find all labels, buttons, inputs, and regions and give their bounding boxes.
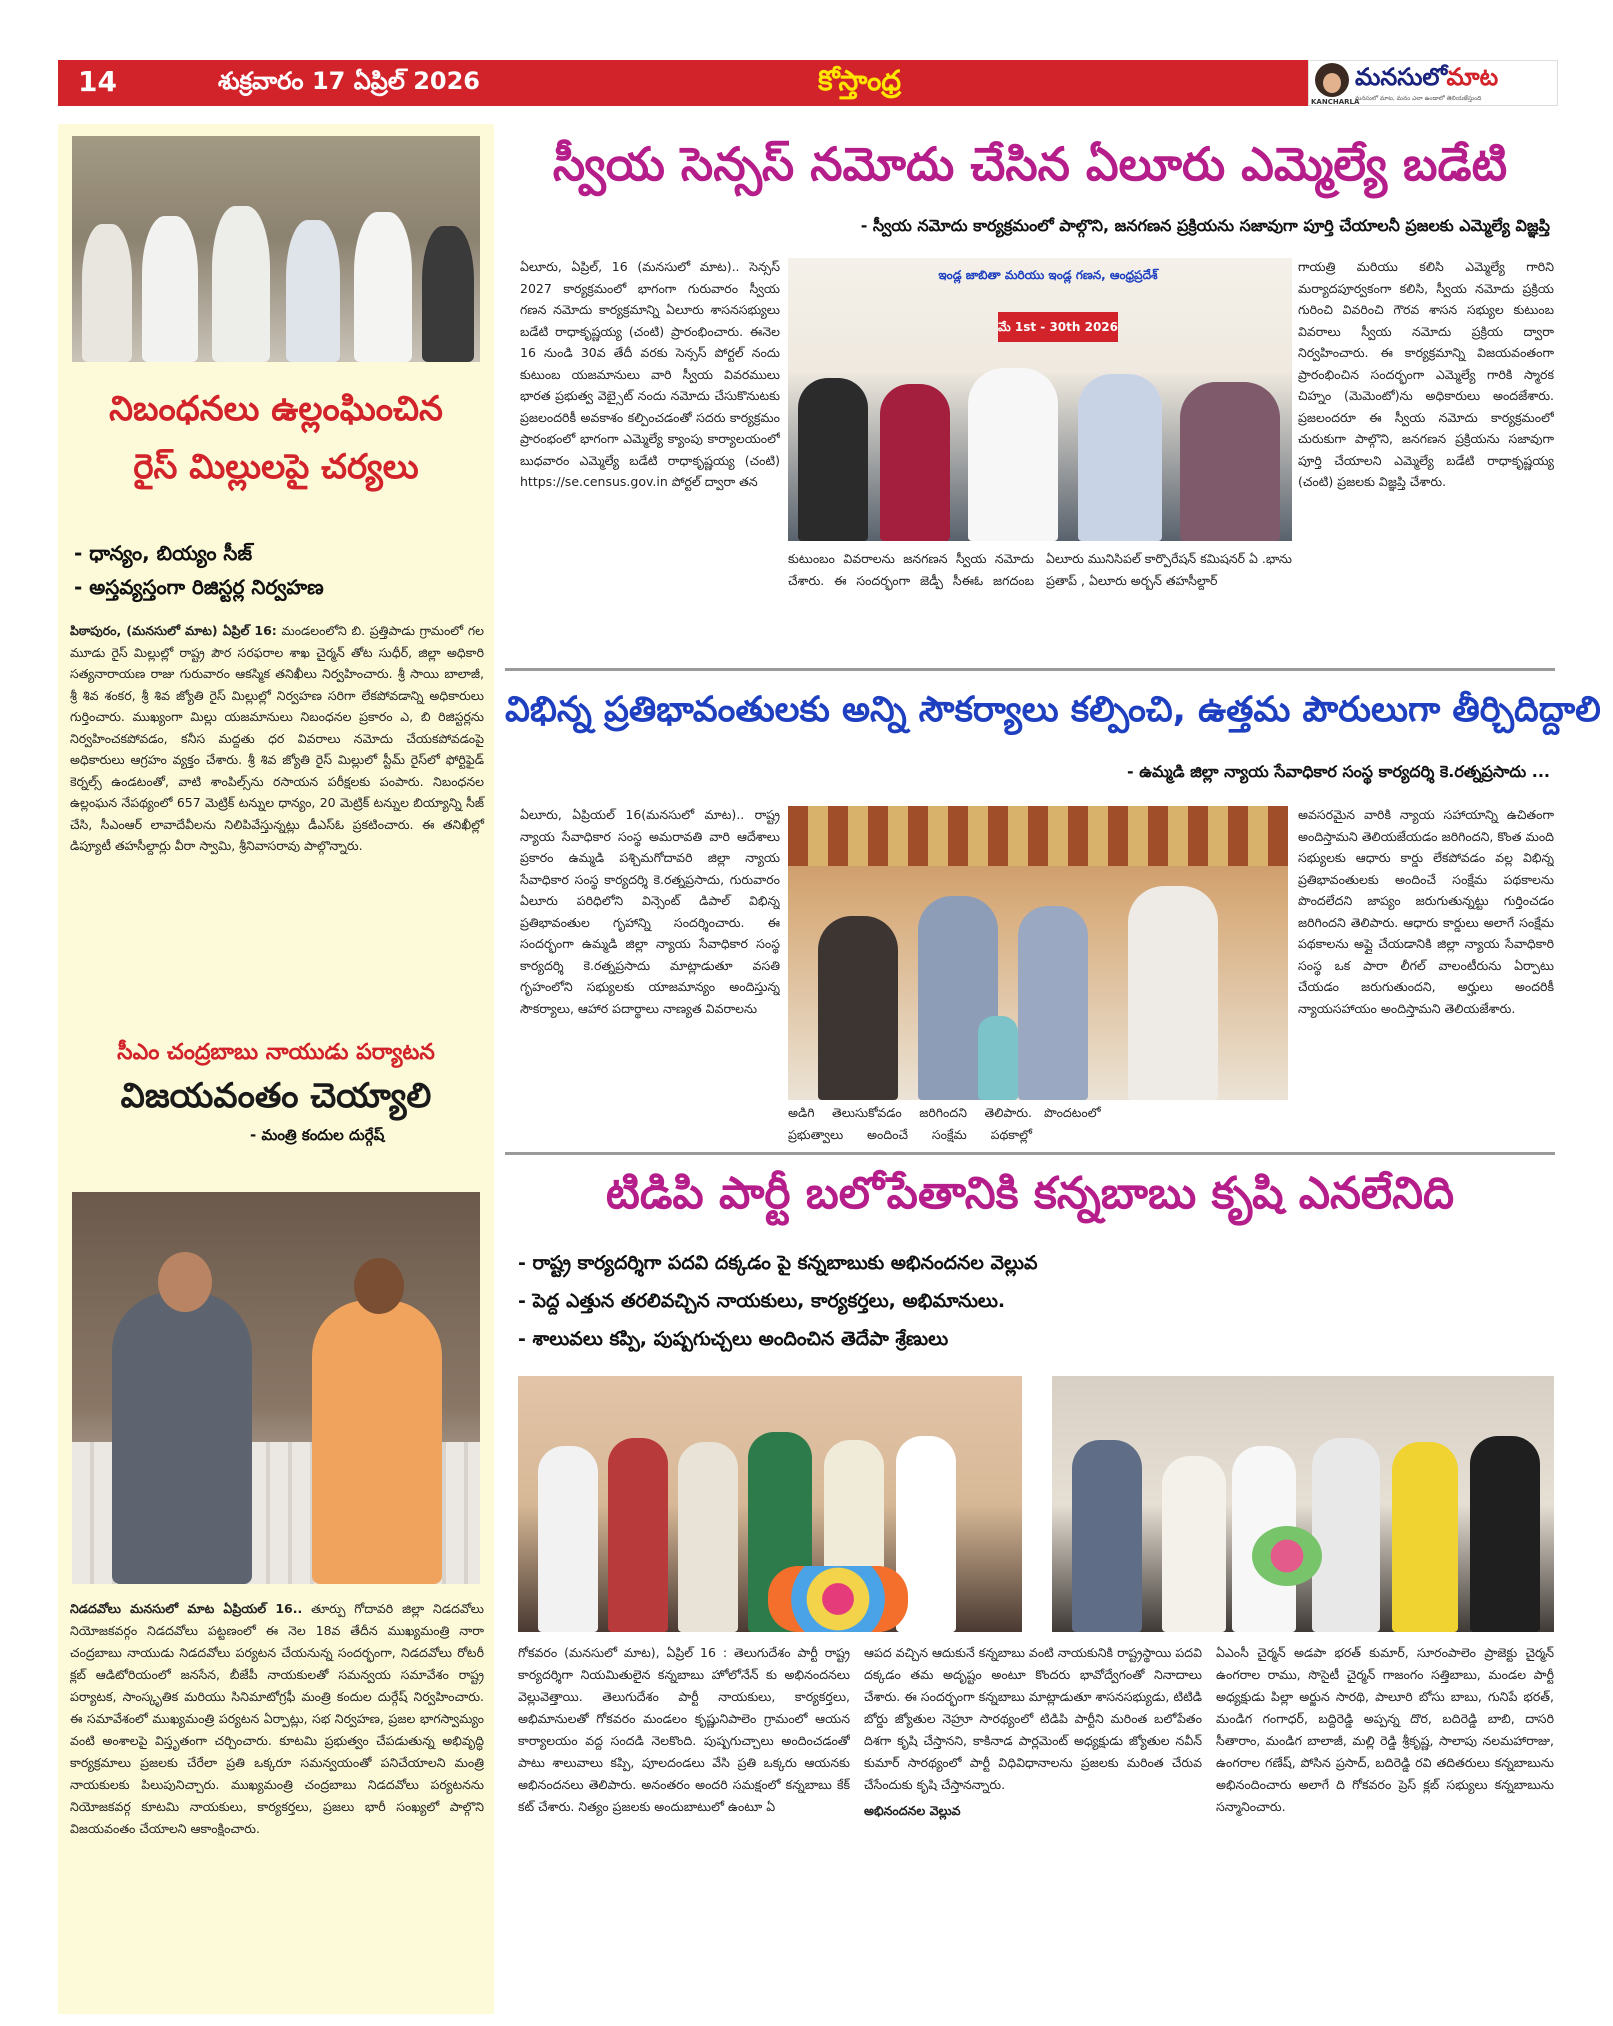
- rice-mill-headline-line2: రైస్ మిల్లులపై చర్యలు: [133, 447, 419, 487]
- rice-mill-inspection-photo: [72, 136, 480, 362]
- cm-tour-byline: - మంత్రి కందుల దుర్గేష్: [250, 1126, 385, 1144]
- census-event-photo: [788, 258, 1292, 541]
- newspaper-logo: [1308, 60, 1558, 106]
- tdp-col3: ఏఎంసీ చైర్మన్ అడపా భరత్ కుమార్, సూరంపాలెం ప్రాజెక్టు చైర్మన్ ఉంగరాల రాము, సొసైటీ చైర్మన్ గాజంగం సత్తిబాబు, మండల పార్టీ అధ్యక్షుడు పిల్లా అర్జున సారథి, పాలూరి బోసు బాబు, గునిపే భరత్, మండిగ గంగాధర్, బద్దిరెడ్డి అప్పన్న దొర, బదిరెడ్డి బాబి, దాసరి సీతారాం, మండిగ బాలాజీ, మల్లి రెడ్డి శ్రీకృష్ణ, సాలాపు నలమహారాజు, ఉంగరాల గణేష్, పోసిన ప్రసాద్, బదిరెడ్డి రవి తదితరులు కన్నబాబును అభినందించారు అలాగే ది గోకవరం ప్రెస్ క్లబ్ సభ్యులు కన్నబాబును సన్మానించారు.: [1216, 1645, 1554, 1814]
- tdp-bullet-3: - శాలువలు కప్పి, పుష్పగుచ్చలు అందించిన తెదేపా శ్రేణులు: [518, 1328, 949, 1350]
- cm-tour-dateline: నిడదవోలు మనసులో మాట ఏప్రియల్ 16..: [70, 1601, 303, 1616]
- section-title: కోస్తాంధ్ర: [818, 64, 902, 97]
- rice-mill-bullet-1: - ధాన్యం, బియ్యం సీజ్: [74, 541, 253, 565]
- disabled-col2: అడిగి తెలుసుకోవడం జరిగిందని తెలిపారు. ప్రభుత్వాలు అందించే సంక్షేమ పథకాల్లో పొందటంలో: [788, 1105, 1101, 1142]
- rice-mill-dateline: పిఠాపురం, (మనసులో మాట) ఏప్రిల్ 16:: [70, 623, 277, 638]
- census-headline: స్వీయ సెన్సస్ నమోదు చేసిన ఏలూరు ఎమ్మెల్యే బడేటి: [552, 137, 1508, 191]
- section-divider-2: [505, 1152, 1555, 1155]
- disabled-col1: ఏలూరు, ఏప్రియల్ 16(మనసులో మాట).. రాష్ట్ర న్యాయ సేవాధికార సంస్థ అమరావతి వారి ఆదేశాలు ప్రకారం ఉమ్మడి పశ్చిమగోదావరి జిల్లా న్యాయ సేవాధికార సంస్థ కార్యదర్శి కె.రత్నప్రసాదు, గురువారం ఏలూరు పరిధిలోని విన్సెంట్ డిపాల్ విభిన్న ప్రతిభావంతుల గృహాన్ని సందర్శించారు. ఈ సందర్భంగా ఉమ్మడి జిల్లా న్యాయ సేవాధికార సంస్థ కార్యదర్శి కె.రత్నప్రసాదు మాట్లాడుతూ వసతి గృహంలోని సభ్యులకు యాజమాన్యం అందిస్తున్న సౌకర్యాలు, ఆహార పదార్థాలు నాణ్యత వివరాలను: [520, 807, 780, 1016]
- census-col2: కుటుంబం వివరాలను జనగణన స్వీయ నమోదు చేశారు. ఈ సందర్భంగా జెడ్పీ సీఈఓ జగదంబ ఏలూరు మునిసిపల్ కార్పొరేషన్ కమిషనర్ ఏ .భాను ప్రతాప్ , ఏలూరు అర్బన్ తహసీల్దార్: [788, 551, 1292, 588]
- tdp-col2-subhead: అభినందనల వెల్లువ: [864, 1803, 961, 1818]
- tdp-headline: టిడిపి పార్టీ బలోపేతానికి కన్నబాబు కృషి ఎనలేనిది: [605, 1168, 1455, 1219]
- rice-mill-body: [70, 620, 484, 857]
- tdp-col2: [864, 1642, 1202, 2002]
- tdp-bullet-2: - పెద్ద ఎత్తున తరలివచ్చిన నాయకులు, కార్యకర్తలు, అభిమానులు.: [518, 1290, 1006, 1312]
- founder-portrait-icon: [1315, 63, 1349, 97]
- tdp-bullet-1: - రాష్ట్ర కార్యదర్శిగా పదవి దక్కడం పై కన్నబాబుకు అభినందనల వెల్లువ: [518, 1252, 1038, 1274]
- logo-tagline: మనసులో మాట, మనం ఎలా ఉండాలో తెలియజేస్తుంది: [1355, 95, 1482, 102]
- issue-date: శుక్రవారం 17 ఏప్రిల్ 2026: [218, 67, 480, 95]
- census-banner-text: ఇండ్ల జాబితా మరియు ఇండ్ల గణన, ఆంధ్రప్రదేశ్: [938, 268, 1158, 282]
- tdp-col2-text: ఆపద వచ్చిన ఆదుకునే కన్నబాబు వంటి నాయకునికి రాష్ట్రస్థాయి పదవి దక్కడం తమ అదృష్టం అంటూ కొందరు భావోద్వేగంతో నినాదాలు చేశారు. ఈ సందర్భంగా కన్నబాబు మాట్లాడుతూ శాసనసభ్యుడు, టిటిడి బోర్డు జ్యోతుల నెహ్రూ సారథ్యంలో టిడిపి పార్టీని మరింత బలోపేతం దిశగా కృషి చేస్తానని, కాకినాడ పార్లమెంట్ అధ్యక్షుడు జ్యోతుల నవీన్ కుమార్ సారథ్యంలో పార్టీ విధివిధానాలను ప్రజలకు మరింత చేరువ చేసేందుకు కృషి చేస్తానన్నారు.: [864, 1645, 1202, 1792]
- tdp-felicitation-photo-1: [518, 1376, 1022, 1632]
- logo-name: [1355, 63, 1498, 97]
- rice-mill-bullets: [74, 536, 484, 604]
- tdp-bullets: [518, 1244, 1548, 1358]
- disabled-subhead: - ఉమ్మడి జిల్లా న్యాయ సేవాధికార సంస్థ కార్యదర్శి కె.రత్నప్రసాదు ...: [1127, 762, 1550, 781]
- logo-name-part1: మనసులో: [1355, 63, 1447, 91]
- cm-tour-body: [70, 1598, 484, 1840]
- census-subhead: - స్వీయ నమోదు కార్యక్రమంలో పాల్గొని, జనగణన ప్రక్రియను సజావుగా పూర్తి చేయాలనీ ప్రజలకు ఎమ్మెల్యే విజ్ఞప్తి: [860, 216, 1550, 235]
- census-banner-date: మే 1st - 30th 2026: [998, 312, 1118, 342]
- logo-person-name: KANCHARLA: [1311, 98, 1360, 106]
- cm-tour-text: తూర్పు గోదావరి జిల్లా నిడదవోలు నియోజకవర్గం నిడదవోలు పట్టణంలో ఈ నెల 18వ తేదీన ముఖ్యమంత్రి నారా చంద్రబాబు నాయుడు నిడదవోలు పర్యటన చేయనున్న సందర్భంగా, నిడదవోలు రోటరీ క్లబ్ ఆడిటోరియంలో జనసేన, బీజేపీ నాయకులతో సమన్వయ సమావేశం రాష్ట్ర పర్యాటక, సాంస్కృతిక మరియు సినిమాటోగ్రఫీ మంత్రి కందుల దుర్గేష్ నిర్వహించారు. ఈ సమావేశంలో ముఖ్యమంత్రి పర్యటన ఏర్పాట్లు, సభ నిర్వహణ, ప్రజల భాగస్వామ్యం వంటి అంశాలపై విస్తృతంగా చర్చించారు. కూటమి ప్రభుత్వం చేపడుతున్న అభివృద్ధి కార్యక్రమాలు ప్రజలకు చేరేలా ప్రతి ఒక్కరూ సమన్వయంతో పనిచేయాలని మంత్రి నాయకులకు పిలుపునిచ్చారు. ముఖ్యమంత్రి చంద్రబాబు నిడదవోలు పర్యటనను నియోజకవర్గ కూటమి నాయకులు, కార్యకర్తలు, ప్రజలు భారీ సంఖ్యలో పాల్గొని విజయవంతం చేయాలని ఆకాంక్షించారు.: [70, 1601, 484, 1836]
- census-col3: గాయత్రి మరియు కలిసి ఎమ్మెల్యే గారిని మర్యాదపూర్వకంగా కలిసి, స్వీయ నమోదు ప్రక్రియ గురించి వివరించి గౌరవ శాసన సభ్యుల కుటుంబ వివరాలు స్వీయ నమోదు ప్రక్రియ ద్వారా నిర్వహించారు. ఈ కార్యక్రమాన్ని విజయవంతంగా ప్రారంభించిన సందర్భంగా ఎమ్మెల్యే గారికి స్మారక చిహ్నం (మెమెంటో)ను అధికారులు అందజేశారు. ప్రజలందరూ ఈ స్వీయ నమోదు కార్యక్రమంలో చురుకుగా పాల్గొని, జనగణన ప్రక్రియను సజావుగా పూర్తి చేయాలని ఎమ్మెల్యే బడేటి రాధాకృష్ణయ్య (చంటి) ప్రజలకు విజ్ఞప్తి చేశారు.: [1298, 259, 1554, 489]
- section-divider-1: [505, 668, 1555, 671]
- minister-meeting-photo: [72, 1192, 480, 1584]
- logo-name-part2: మాట: [1446, 63, 1499, 91]
- tdp-felicitation-photo-2: [1052, 1376, 1554, 1632]
- census-col1: ఏలూరు, ఏప్రిల్, 16 (మనసులో మాట).. సెన్సస్ 2027 కార్యక్రమంలో భాగంగా గురువారం స్వీయ గణన నమోదు కార్యక్రమాన్ని ఏలూరు శాసనసభ్యులు బడేటి రాధాకృష్ణయ్య (చంటి) ప్రారంభించారు. ఈనెల 16 నుండి 30వ తేదీ వరకు సెన్సస్ పోర్టల్ నందు కుటుంబ యజమానులు వారి స్వీయ వివరములు భారత ప్రభుత్వ వెబ్సైట్ నందు నమోదు చేసుకొనుటకు ప్రజలందరికీ అవకాశం కల్పించడంతో సదరు కార్యక్రమం ప్రారంభంలో భాగంగా ఎమ్మెల్యే క్యాంపు కార్యాలయంలో బుధవారం ఎమ్మెల్యే బడేటి రాధాకృష్ణయ్య (చంటి) https://se.census.gov.in పోర్టల్ ద్వారా తన: [520, 259, 780, 489]
- disabled-col3: అవసరమైన వారికి న్యాయ సహాయాన్ని ఉచితంగా అందిస్తామని తెలియజేయడం జరిగిందని, కొంత మంది సభ్యులకు ఆధారు కార్డు లేకపోవడం వల్ల విభిన్న ప్రతిభావంతులకు అందించే సంక్షేమ పథకాలను పొందలేదని జాప్యం జరుగుతున్నట్టు గుర్తించడం జరిగిందని తెలిపారు. ఆధారు కార్డులు అలాగే సంక్షేమ పథకాలను అప్లై చేయడానికి జిల్లా న్యాయ సేవాధికారి సంస్థ ఒక పారా లీగల్ వాలంటీరును ఏర్పాటు చేయడం జరుగుతుందని, అర్హులు అందరికీ న్యాయసహాయం అందిస్తామని తెలియజేశారు.: [1298, 807, 1554, 1016]
- cm-tour-headline-line1: సీఎం చంద్రబాబు నాయుడు పర్యాటన: [117, 1040, 435, 1065]
- rice-mill-bullet-2: - అస్తవ్యస్తంగా రిజిస్టర్ల నిర్వహణ: [74, 575, 324, 599]
- rice-mill-headline: [64, 386, 488, 490]
- tdp-col1: గోకవరం (మనసులో మాట), ఏప్రిల్ 16 : తెలుగుదేశం పార్టీ రాష్ట్ర కార్యదర్శిగా నియమితులైన కన్నబాబు హోలోనేన్ కు అభినందనలు వెల్లువెత్తాయి. తెలుగుదేశం పార్టీ నాయకులు, కార్యకర్తలు, అభిమానులతో గోకవరం మండలం కృష్ణునిపాలెం గ్రామంలో ఆయన కార్యాలయం వద్ద సందడి నెలకొంది. పుష్పగుచ్చాలు అందించడంతో పాటు శాలువాలు కప్పి, పూలదండలు వేసి ప్రతి ఒక్కరు ఆయనకు అభినందనలు తెలిపారు. అనంతరం అందరి సమక్షంలో కన్నబాబు కేక్ కట్ చేశారు. నిత్యం ప్రజలకు అందుబాటులో ఉంటూ ఏ: [518, 1645, 850, 1814]
- cm-tour-headline-line2: విజయవంతం చెయ్యాలి: [120, 1076, 432, 1116]
- rice-mill-headline-line1: నిబంధనలు ఉల్లంఘించిన: [109, 389, 443, 429]
- rice-mill-text: మండలంలోని బి. ప్రత్తిపాడు గ్రామంలో గల మూడు రైస్ మిల్లుల్లో రాష్ట్ర పౌర సరఫరాల శాఖ చైర్మన్ తోట సుధీర్, జిల్లా అధికారి సత్యనారాయణ రాజు గురువారం ఆకస్మిక తనిఖీలు నిర్వహించారు. శ్రీ సాయి బాలాజీ, శ్రీ శివ శంకర, శ్రీ శివ జ్యోతి రైస్ మిల్లుల్లో నిర్వహణ సరిగా లేకపోవడాన్ని అధికారులు గుర్తించారు. ముఖ్యంగా మిల్లు యజమానులు నిబంధనల ప్రకారం ఎ, బి రిజిస్టర్లను నిర్వహించకపోవడం, కనీస మద్దతు ధర వివరాలు నమోదు చేయకపోవడంపై అధికారులు ఆగ్రహం వ్యక్తం చేశారు. శ్రీ శివ జ్యోతి రైస్ మిల్లులో స్టీమ్ రైస్‌లో ఫోర్టిఫైడ్ కెర్నల్స్ ఉండటంతో, వాటి శాంపిల్స్‌ను రసాయన పరీక్షలకు పంపారు. నిబంధనల ఉల్లంఘన నేపథ్యంలో 657 మెట్రిక్ టన్నుల ధాన్యం, 20 మెట్రిక్ టన్నుల బియ్యాన్ని సీజ్ చేసి, సీఎంఆర్ లావాదేవీలను నిలిపివేస్తున్నట్లు డీఎస్‌ఓ ప్రకటించారు. ఈ తనిఖీల్లో డిప్యూటీ తహసీల్దార్లు వీరా స్వామి, శ్రీనివాసరావు పాల్గొన్నారు.: [70, 623, 484, 853]
- disabled-home-visit-photo: [788, 806, 1288, 1100]
- page-number: 14: [78, 65, 117, 98]
- disabled-headline: విభిన్న ప్రతిభావంతులకు అన్ని సౌకర్యాలు కల్పించి, ఉత్తమ పౌరులుగా తీర్చిదిద్దాలి: [505, 690, 1601, 730]
